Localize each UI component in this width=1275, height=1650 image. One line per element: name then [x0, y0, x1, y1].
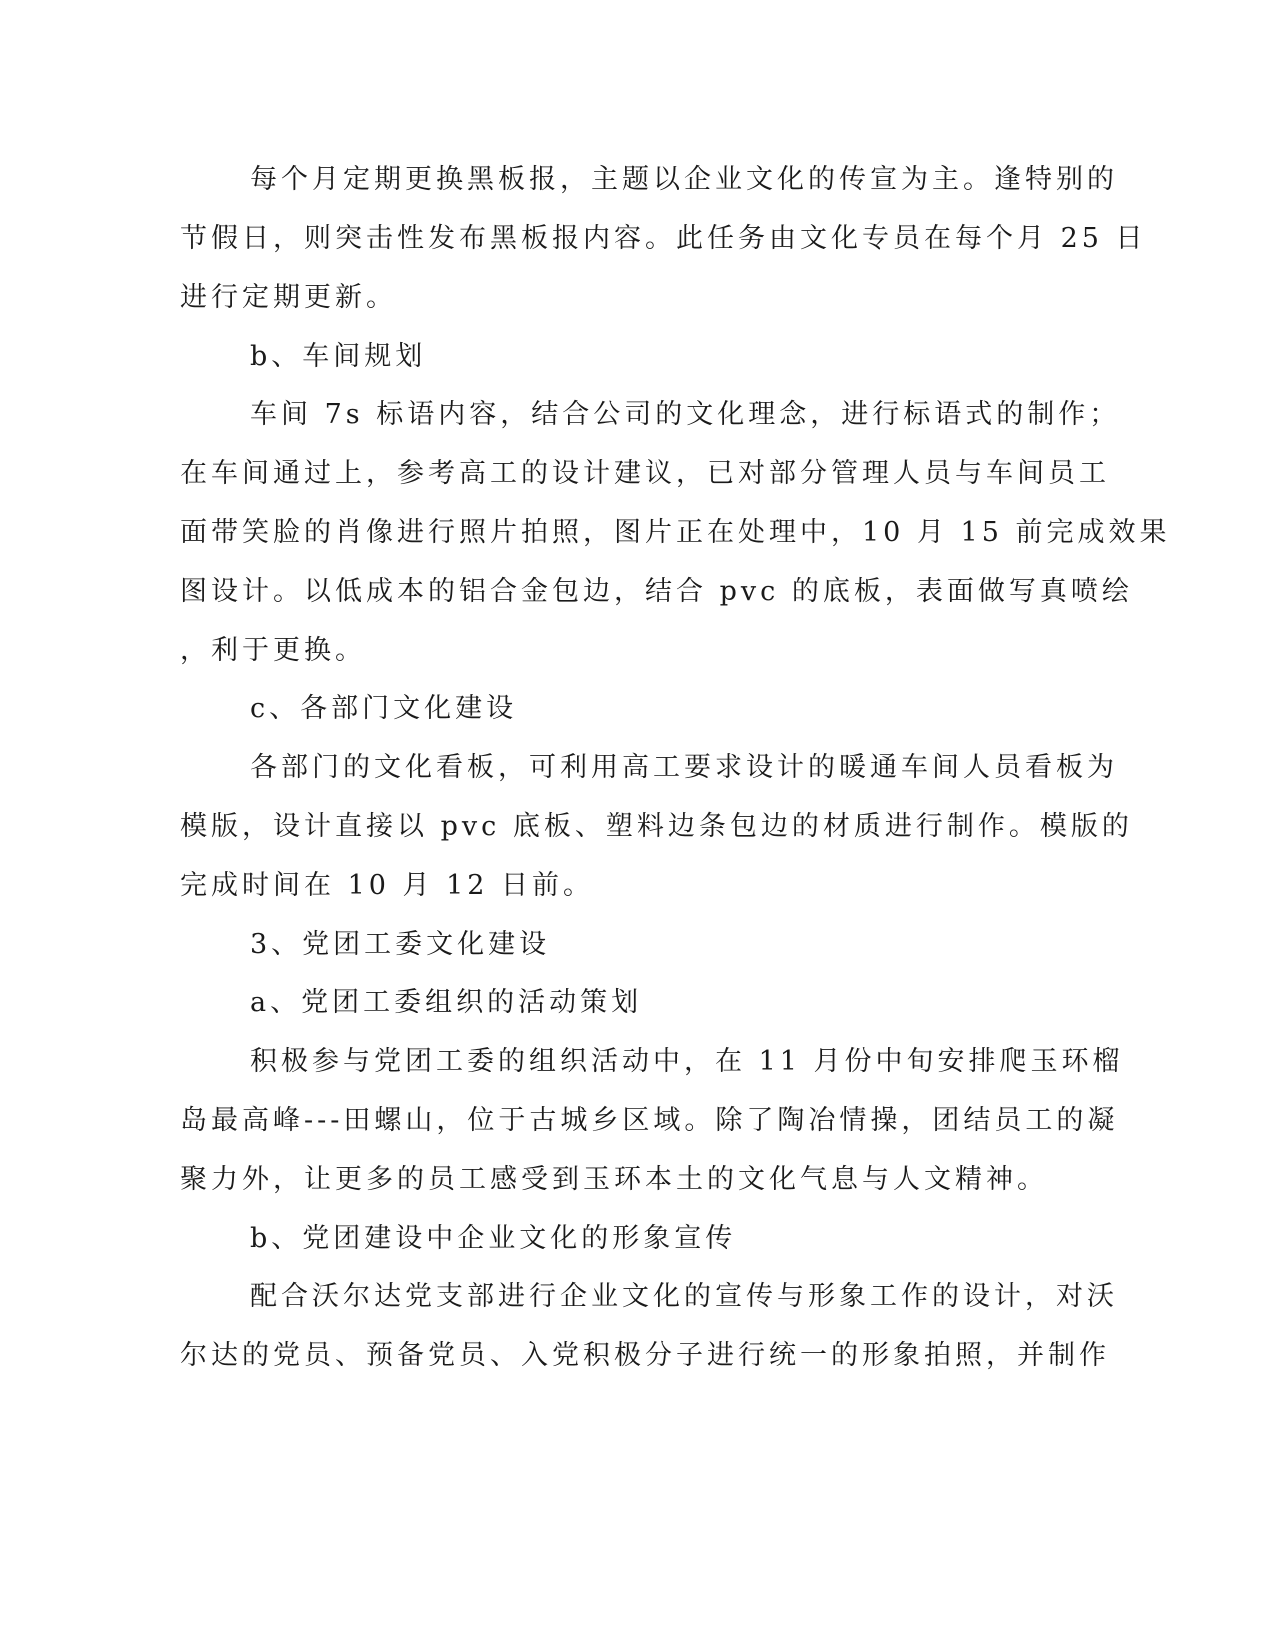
paragraph-line: 配合沃尔达党支部进行企业文化的宣传与形象工作的设计，对沃 — [250, 1281, 1118, 1312]
paragraph-line: 尔达的党员、预备党员、入党积极分子进行统一的形象拍照，并制作 — [180, 1340, 1110, 1371]
paragraph-line: 完成时间在 10 月 12 日前。 — [180, 870, 595, 901]
section-heading: a、党团工委组织的活动策划 — [250, 987, 643, 1018]
paragraph-line: 每个月定期更换黑板报，主题以企业文化的传宣为主。逢特别的 — [250, 164, 1118, 195]
paragraph-line: ，利于更换。 — [180, 635, 366, 666]
section-heading: c、各部门文化建设 — [250, 693, 518, 724]
paragraph-line: 聚力外，让更多的员工感受到玉环本土的文化气息与人文精神。 — [180, 1164, 1048, 1195]
paragraph-line: 模版，设计直接以 pvc 底板、塑料边条包边的材质进行制作。模版的 — [180, 811, 1133, 842]
paragraph-line: 进行定期更新。 — [180, 282, 397, 313]
paragraph-line: 岛最高峰---田螺山，位于古城乡区域。除了陶冶情操，团结员工的凝 — [180, 1105, 1119, 1136]
paragraph-line: 积极参与党团工委的组织活动中，在 11 月份中旬安排爬玉环榴 — [250, 1046, 1124, 1077]
section-heading: b、车间规划 — [250, 341, 427, 372]
paragraph-line: 车间 7s 标语内容，结合公司的文化理念，进行标语式的制作； — [250, 399, 1121, 430]
section-heading: b、党团建设中企业文化的形象宣传 — [250, 1223, 737, 1254]
paragraph-line: 在车间通过上，参考高工的设计建议，已对部分管理人员与车间员工 — [180, 458, 1110, 489]
section-heading: 3、党团工委文化建设 — [250, 929, 551, 960]
paragraph-line: 图设计。以低成本的铝合金包边，结合 pvc 的底板，表面做写真喷绘 — [180, 576, 1133, 607]
paragraph-line: 面带笑脸的肖像进行照片拍照，图片正在处理中，10 月 15 前完成效果 — [180, 517, 1171, 548]
paragraph-line: 节假日，则突击性发布黑板报内容。此任务由文化专员在每个月 25 日 — [180, 223, 1147, 254]
paragraph-line: 各部门的文化看板，可利用高工要求设计的暖通车间人员看板为 — [250, 752, 1118, 783]
